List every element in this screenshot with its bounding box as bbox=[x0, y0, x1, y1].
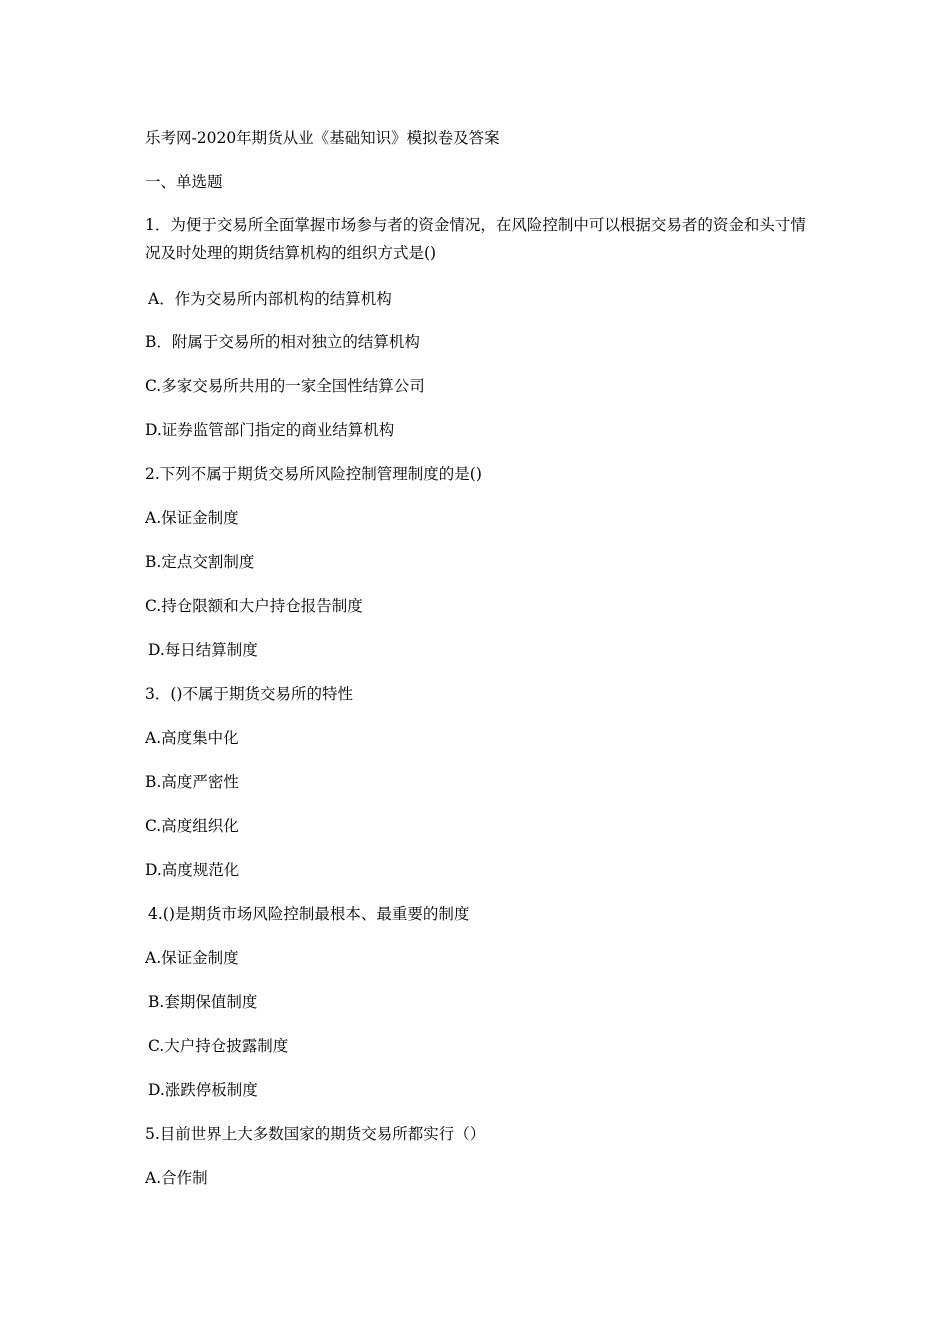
question-4: 4.()是期货市场风险控制最根本、最重要的制度 bbox=[148, 905, 470, 923]
question-3-option-d: D.高度规范化 bbox=[145, 861, 240, 879]
question-1-option-b: B．附属于交易所的相对独立的结算机构 bbox=[145, 333, 420, 351]
question-2: 2.下列不属于期货交易所风险控制管理制度的是() bbox=[145, 465, 482, 483]
question-3-option-b: B.高度严密性 bbox=[145, 773, 239, 791]
question-2-option-d: D.每日结算制度 bbox=[148, 641, 258, 659]
question-1-option-a: A．作为交易所内部机构的结算机构 bbox=[148, 290, 392, 308]
question-3-option-c: C.高度组织化 bbox=[145, 817, 239, 835]
document-title: 乐考网-2020年期货从业《基础知识》模拟卷及答案 bbox=[145, 129, 500, 147]
question-5-option-a: A.合作制 bbox=[145, 1169, 208, 1187]
question-4-option-c: C.大户持仓披露制度 bbox=[148, 1037, 289, 1055]
question-2-option-a: A.保证金制度 bbox=[145, 509, 239, 527]
question-3: 3．()不属于期货交易所的特性 bbox=[145, 685, 353, 703]
question-2-option-c: C.持仓限额和大户持仓报告制度 bbox=[145, 597, 363, 615]
section-heading: 一、单选题 bbox=[145, 173, 223, 191]
question-1-option-c: C.多家交易所共用的一家全国性结算公司 bbox=[145, 377, 425, 395]
question-1: 1．为便于交易所全面掌握市场参与者的资金情况，在风险控制中可以根据交易者的资金和头寸情况及时处理的期货结算机构的组织方式是() bbox=[145, 216, 806, 262]
question-4-option-d: D.涨跌停板制度 bbox=[148, 1081, 258, 1099]
question-4-option-b: B.套期保值制度 bbox=[148, 993, 258, 1011]
question-1-option-d: D.证券监管部门指定的商业结算机构 bbox=[145, 421, 395, 439]
question-3-option-a: A.高度集中化 bbox=[145, 729, 239, 747]
question-5: 5.目前世界上大多数国家的期货交易所都实行（） bbox=[145, 1125, 486, 1143]
question-4-option-a: A.保证金制度 bbox=[145, 949, 239, 967]
question-2-option-b: B.定点交割制度 bbox=[145, 553, 255, 571]
